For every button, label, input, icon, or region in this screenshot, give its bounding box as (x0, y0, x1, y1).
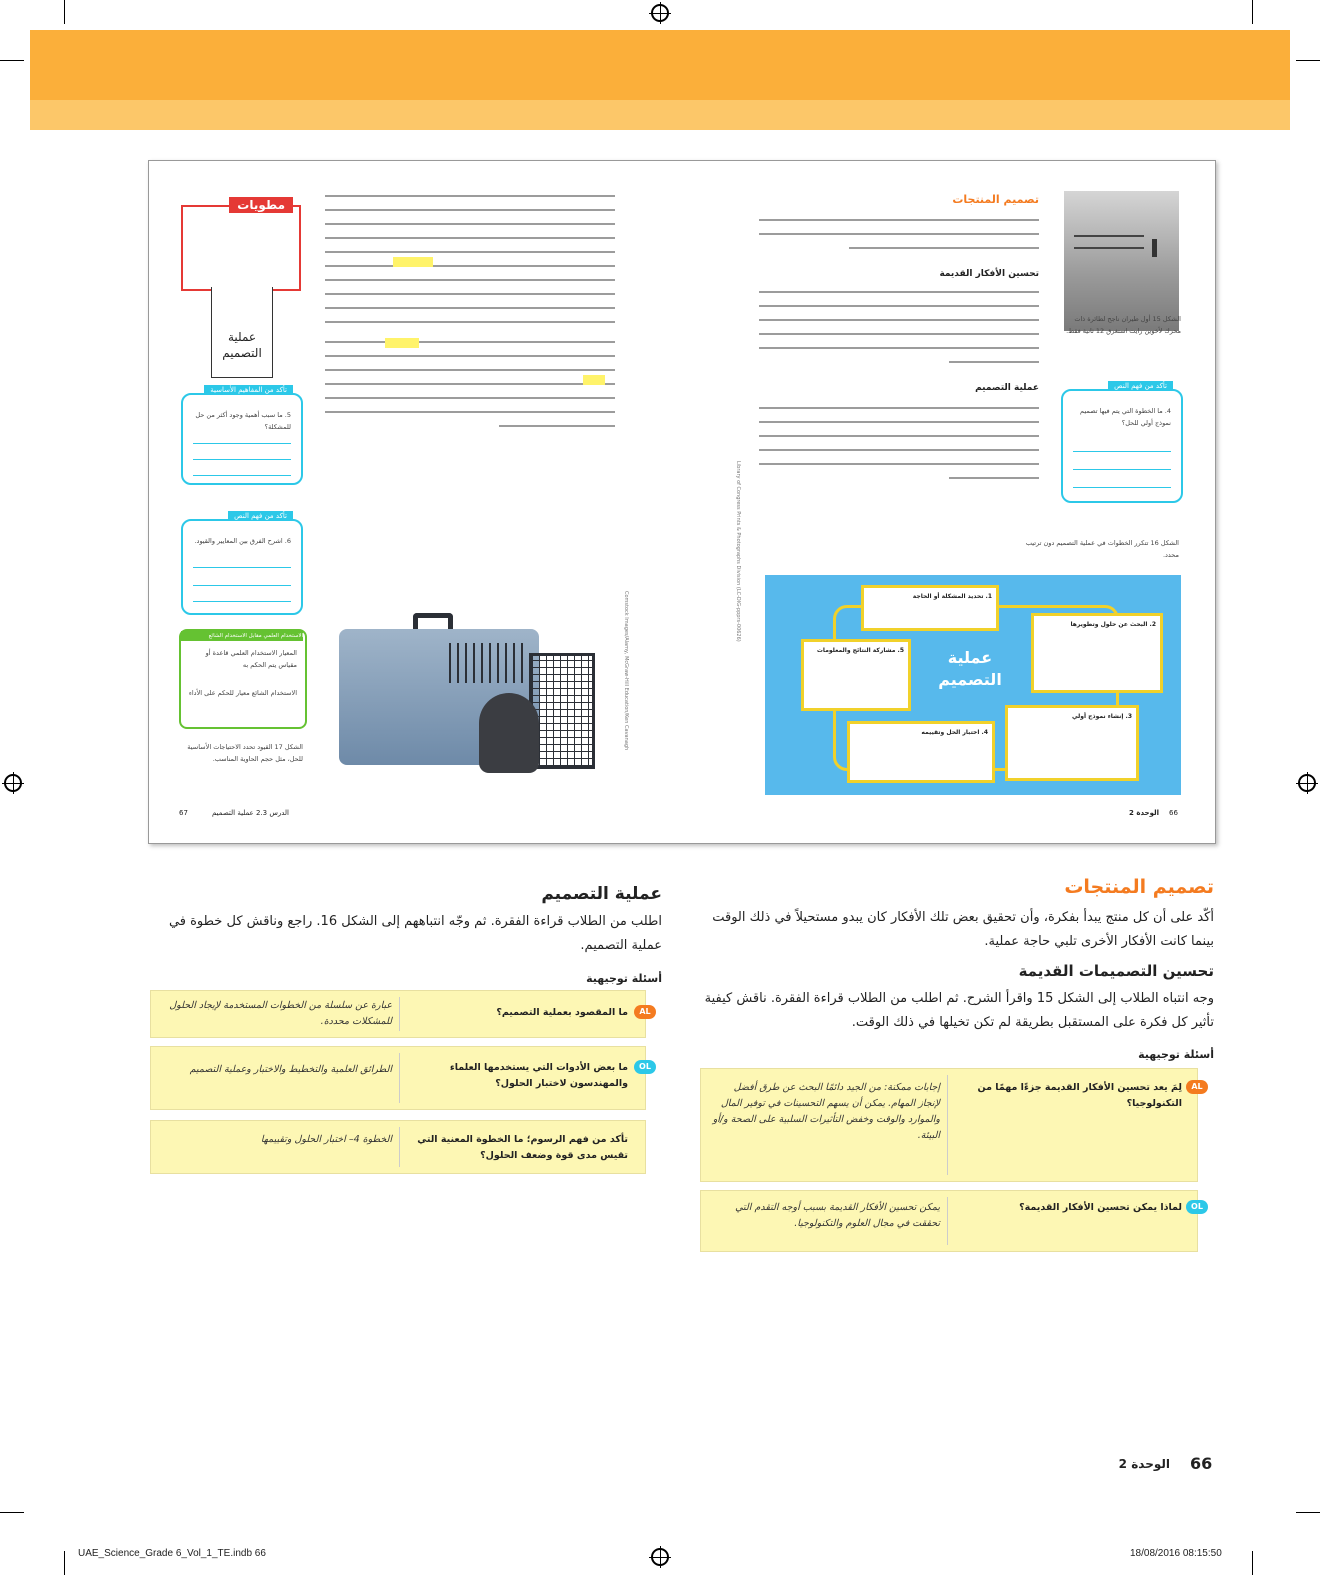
subheading-improving: تحسين الأفكار القديمة (939, 269, 1039, 279)
step-2-box: 2. البحث عن حلول وتطويرها (1031, 613, 1163, 693)
figure-15-caption: الشكل 15 أول طيران ناجح لطائرة ذات محرك لأخوين رايت استغرق 12 ثانية فقط. (1066, 315, 1181, 335)
check-reading-callout: تأكد من فهم النص 4. ما الخطوة التي يتم فيها تصميم نموذج أولي للحل؟ (1061, 389, 1183, 503)
level-pill-al: AL (634, 1005, 656, 1019)
photo-credit: Library of Congress Prints & Photographs Division (LC-DIG-ppprs-00626) (735, 461, 741, 642)
answer-text: يمكن تحسين الأفكار القديمة بسبب أوجه التقدم التي تحققت في مجال العلوم والتكنولوجيا. (735, 1202, 940, 1229)
key-term-highlight (393, 257, 433, 267)
reading-check-callout: تأكد من فهم النص 6. اشرح الفرق بين المعايير والقيود. (181, 519, 303, 615)
figure-17-caption: الشكل 17 القيود تحدد الاحتياجات الأساسية للحل، مثل حجم الحاوية المناسب. (187, 743, 303, 763)
diagram-center-title: عملية التصميم (938, 648, 1002, 689)
page-number: 66 (1169, 809, 1178, 817)
crop-mark (64, 0, 65, 24)
answer-text: إجابات ممكنة: من الجيد دائمًا البحث عن طرق أفضل لإنجاز المهام. يمكن أن يسهم التحسينات في توفير المال والموارد والوقت وخفض التأثيرات السلبية على الصحة و/أو البيئة. (712, 1082, 940, 1141)
footer-chapter: الوحدة 2 (1118, 1457, 1170, 1471)
chapter-label: الدرس 2.3 عملية التصميم (212, 809, 289, 817)
key-term-highlight (583, 375, 605, 385)
callout-question: 4. ما الخطوة التي يتم فيها تصميم نموذج أولي للحل؟ (1080, 407, 1171, 427)
page-number: 67 (179, 809, 188, 817)
teacher-heading-product-design: تصميم المنتجات (1064, 876, 1214, 898)
question-text: لِمَ يعد تحسين الأفكار القديمة جزءًا مهمًا من التكنولوجيا؟ (977, 1082, 1182, 1109)
chapter-label: الوحدة 2 (1129, 809, 1159, 817)
figure-16-caption: الشكل 16 تتكرر الخطوات في عملية التصميم دون ترتيب محدد. (1025, 539, 1179, 559)
pet-carrier-photo (329, 613, 599, 773)
guiding-questions-title: أسئلة توجيهية (1138, 1048, 1214, 1061)
student-edition-spread (148, 160, 1216, 844)
header-banner-stripe (30, 100, 1290, 130)
registration-mark-icon (651, 4, 669, 22)
print-slug-date: 18/08/2016 08:15:50 (1130, 1548, 1222, 1559)
question-text: لماذا يمكن تحسين الأفكار القديمة؟ (1019, 1202, 1182, 1213)
section-heading: تصميم المنتجات (952, 193, 1039, 206)
crop-mark (0, 1512, 24, 1513)
level-pill-ol: OL (1186, 1200, 1208, 1214)
wright-brothers-photo (1064, 191, 1179, 331)
vocabulary-box: الاستخدام العلمي مقابل الاستخدام الشائع المعيار الاستخدام العلمي قاعدة أو مقياس يتم الحكم به الاستخدام الشائع معيار للحكم على الأداء (179, 629, 307, 729)
level-pill-ol: OL (634, 1060, 656, 1074)
crop-mark (64, 1551, 65, 1575)
step-3-box: 3. إنشاء نموذج أولي (1005, 705, 1139, 781)
design-process-diagram (765, 575, 1181, 795)
foldable-sheet: عملية التصميم (211, 287, 273, 378)
teacher-intro-paragraph: اطلب من الطلاب قراءة الفقرة. ثم وجّه انتباههم إلى الشكل 16. راجع وناقش كل خطوة في عملية التصميم. (168, 914, 662, 953)
registration-mark-icon (1298, 774, 1316, 792)
registration-mark-icon (651, 1548, 669, 1566)
guiding-questions-title: أسئلة توجيهية (586, 972, 662, 985)
callout-question: 6. اشرح الفرق بين المعايير والقيود. (194, 537, 291, 545)
crop-mark (1296, 1512, 1320, 1513)
question-text: ما المقصود بعملية التصميم؟ (496, 1007, 628, 1018)
level-pill-al: AL (1186, 1080, 1208, 1094)
key-concept-check-callout: تأكد من المفاهيم الأساسية 5. ما سبب أهمية وجود أكثر من حل للمشكلة؟ (181, 393, 303, 485)
teacher-intro-paragraph: أكّد على أن كل منتج يبدأ بفكرة، وأن تحقيق بعض تلك الأفكار كان يبدو مستحيلاً في ذلك الوقت بينما كانت الأفكار الأخرى تلبي حاجة عملية. (712, 910, 1214, 949)
answer-text: عبارة عن سلسلة من الخطوات المستخدمة لإيجاد الحلول للمشكلات محددة. (169, 1000, 392, 1027)
callout-question: 5. ما سبب أهمية وجود أكثر من حل للمشكلة؟ (195, 411, 291, 431)
registration-mark-icon (4, 774, 22, 792)
photo-credit: Comstock Images/Alamy, McGraw-Hill Education/Ken Cavanagh (623, 591, 629, 751)
crop-mark (1252, 0, 1253, 24)
answer-text: الخطوة 4– اختبار الحلول وتقييمها (260, 1134, 392, 1145)
header-banner (30, 30, 1290, 100)
foldables-box: مطويات (181, 205, 301, 291)
teacher-subheading: تحسين التصميمات القديمة (1018, 962, 1214, 980)
crop-mark (1296, 60, 1320, 61)
teacher-sub-paragraph: وجه انتباه الطلاب إلى الشكل 15 واقرأ الشرح. ثم اطلب من الطلاب قراءة الفقرة. ناقش كيفية تأثير كل فكرة على المستقبل بطريقة لم تكن تخيلها في ذلك الوقت. (704, 991, 1214, 1030)
teacher-heading-design-process: عملية التصميم (541, 884, 662, 904)
crop-mark (0, 60, 24, 61)
print-slug-file: UAE_Science_Grade 6_Vol_1_TE.indb 66 (78, 1548, 266, 1559)
question-text: تأكد من فهم الرسوم؛ ما الخطوة المعنية التي تقيس مدى قوة وضعف الحلول؟ (417, 1134, 628, 1161)
question-text: ما بعض الأدوات التي يستخدمها العلماء والمهندسون لاختبار الحلول؟ (449, 1062, 628, 1089)
answer-text: الطرائق العلمية والتخطيط والاختبار وعملية التصميم (189, 1064, 392, 1075)
crop-mark (1252, 1551, 1253, 1575)
key-term-highlight (385, 338, 419, 348)
footer-page-number: 66 (1190, 1454, 1213, 1473)
step-4-box: 4. اختبار الحل وتقييمه (847, 721, 995, 783)
subheading-design-process: عملية التصميم (975, 383, 1039, 393)
step-1-box: 1. تحديد المشكلة أو الحاجة (861, 585, 999, 631)
step-5-box: 5. مشاركة النتائج والمعلومات (801, 639, 911, 711)
